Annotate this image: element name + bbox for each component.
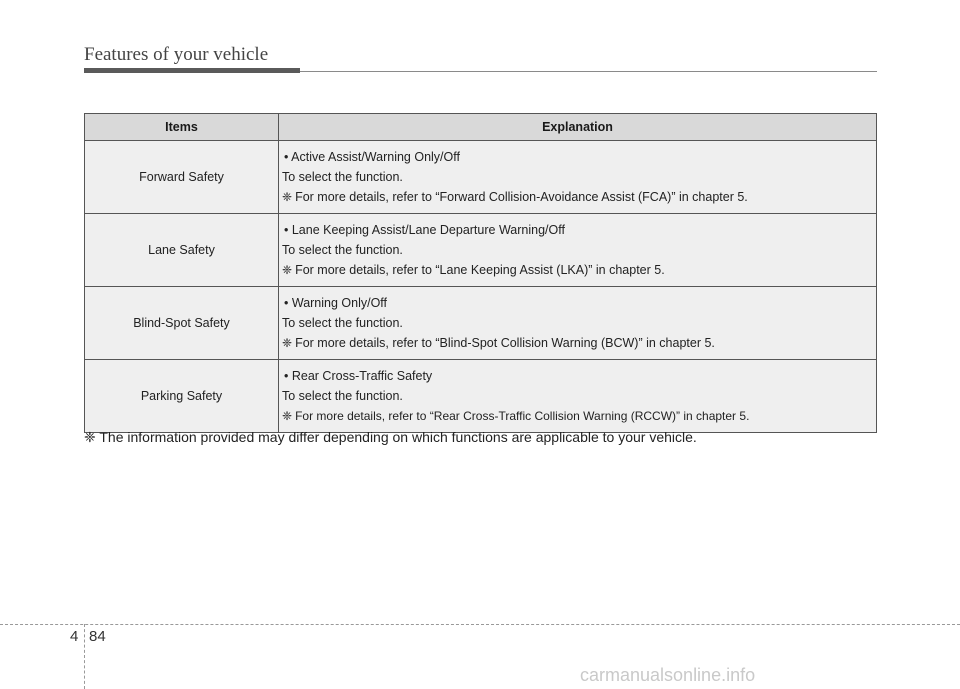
item-cell: Lane Safety — [85, 214, 279, 287]
item-cell: Forward Safety — [85, 141, 279, 214]
note-text: For more details, refer to “Blind-Spot Collision Warning (BCW)” in chapter 5. — [295, 336, 715, 350]
page-header-title: Features of your vehicle — [84, 44, 269, 65]
footer-divider — [0, 624, 960, 625]
page-number: 84 — [89, 628, 106, 645]
footnote — [84, 429, 697, 446]
explanation-cell — [279, 360, 877, 433]
note-mark: ❈ — [282, 190, 293, 204]
table-row — [85, 360, 877, 433]
footnote-mark: ❈ — [84, 429, 96, 445]
note-text: For more details, refer to “Lane Keeping Assist (LKA)” in chapter 5. — [295, 263, 665, 277]
option-text: Lane Keeping Assist/Lane Departure Warning/Off — [291, 223, 565, 237]
note-text: For more details, refer to “Rear Cross-Traffic Collision Warning (RCCW)” in chapter 5. — [295, 409, 750, 423]
option-text: Active Assist/Warning Only/Off — [291, 150, 460, 164]
item-cell: Parking Safety — [85, 360, 279, 433]
table-row — [85, 287, 877, 360]
select-text: To select the function. — [282, 170, 403, 184]
note-line — [282, 260, 874, 280]
explanation-cell — [279, 141, 877, 214]
column-header-explanation: Explanation — [279, 114, 877, 141]
option-bullet: • Rear Cross-Traffic Safety — [284, 369, 433, 383]
note-mark: ❈ — [282, 409, 293, 423]
explanation-cell — [279, 287, 877, 360]
option-text: Warning Only/Off — [291, 296, 388, 310]
select-text: To select the function. — [282, 243, 403, 257]
option-bullet: • Active Assist/Warning Only/Off — [284, 150, 460, 164]
header-rule — [300, 71, 877, 72]
chapter-number: 4 — [70, 628, 79, 645]
note-line — [282, 406, 874, 426]
explanation-cell — [279, 214, 877, 287]
option-bullet: • Warning Only/Off — [284, 296, 388, 310]
select-text: To select the function. — [282, 316, 403, 330]
header-accent-bar — [84, 68, 300, 73]
select-text: To select the function. — [282, 389, 403, 403]
note-line — [282, 333, 874, 353]
note-mark: ❈ — [282, 336, 293, 350]
note-line — [282, 187, 874, 207]
footer-vertical-divider — [84, 624, 85, 689]
table-row — [85, 214, 877, 287]
item-cell: Blind-Spot Safety — [85, 287, 279, 360]
option-text: Rear Cross-Traffic Safety — [291, 369, 433, 383]
table-header-row — [85, 114, 877, 141]
features-table — [84, 113, 877, 433]
table-row — [85, 141, 877, 214]
option-bullet: • Lane Keeping Assist/Lane Departure Warning/Off — [284, 223, 565, 237]
column-header-items: Items — [85, 114, 279, 141]
note-text: For more details, refer to “Forward Collision-Avoidance Assist (FCA)” in chapter 5. — [295, 190, 748, 204]
watermark: carmanualsonline.info — [580, 665, 756, 685]
note-mark: ❈ — [282, 263, 293, 277]
footnote-text: The information provided may differ depending on which functions are applicable to your vehicle. — [99, 429, 697, 445]
